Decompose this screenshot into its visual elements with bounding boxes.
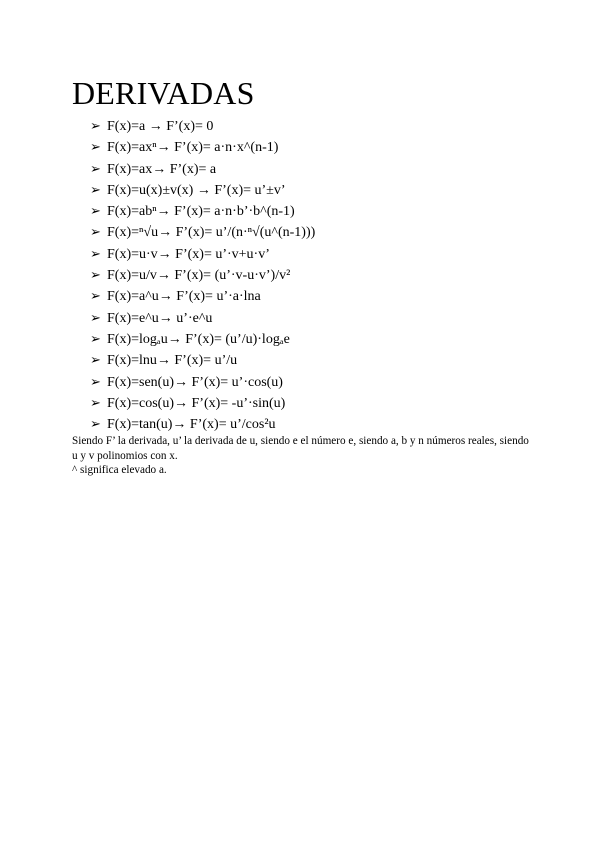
formula-text: F(x)=cos(u)→ F’(x)= -u’·sin(u) — [107, 395, 286, 411]
formula-item-4 — [90, 179, 315, 200]
arrow-bullet-icon: ➢ — [90, 267, 101, 283]
arrow-bullet-icon: ➢ — [90, 139, 101, 155]
formula-text: F(x)=ax→ F’(x)= a — [107, 161, 217, 177]
formula-item-1 — [90, 115, 315, 136]
arrow-bullet-icon: ➢ — [90, 118, 101, 133]
formula-item-6 — [90, 221, 315, 242]
arrow-bullet-icon: ➢ — [90, 288, 101, 304]
formula-item-11 — [90, 328, 315, 349]
formula-text: F(x)=u(x)±v(x) → F’(x)= u’±v’ — [107, 182, 286, 198]
arrow-bullet-icon: ➢ — [90, 309, 101, 325]
formula-text: F(x)=a → F’(x)= 0 — [107, 119, 214, 134]
formula-text: F(x)=u/v→ F’(x)= (u’·v-u·v’)/v² — [107, 268, 291, 284]
arrow-bullet-icon: ➢ — [90, 416, 101, 432]
note-definitions: Siendo F’ la derivada, u’ la derivada de u, siendo e el número e, siendo a, b y n números reales, siendo u y v polinomios con x. — [72, 435, 529, 462]
arrow-bullet-icon: ➢ — [90, 224, 101, 240]
arrow-bullet-icon: ➢ — [90, 203, 101, 219]
formula-item-12 — [90, 349, 315, 370]
formula-text: F(x)=u·v→ F’(x)= u’·v+u·v’ — [107, 246, 270, 262]
formula-text: F(x)=e^u→ u’·e^u — [107, 310, 213, 326]
formula-text: F(x)=axⁿ→ F’(x)= a·n·x^(n-1) — [107, 140, 279, 156]
formula-item-9 — [90, 285, 315, 306]
formula-text: F(x)=lnu→ F’(x)= u’/u — [107, 353, 238, 369]
formula-item-5 — [90, 200, 315, 221]
derivative-formula-list — [90, 115, 315, 434]
formula-text: F(x)=a^u→ F’(x)= u’·a·lna — [107, 289, 261, 305]
formula-item-8 — [90, 264, 315, 285]
arrow-bullet-icon: ➢ — [90, 181, 101, 197]
arrow-bullet-icon: ➢ — [90, 160, 101, 176]
arrow-bullet-icon: ➢ — [90, 373, 101, 389]
formula-text: F(x)=abⁿ→ F’(x)= a·n·b’·b^(n-1) — [107, 204, 295, 220]
formula-item-10 — [90, 307, 315, 328]
note-caret-meaning: ^ significa elevado a. — [72, 464, 167, 476]
formula-text: F(x)=tan(u)→ F’(x)= u’/cos²u — [107, 417, 276, 433]
formula-item-3 — [90, 158, 315, 179]
arrow-bullet-icon: ➢ — [90, 352, 101, 368]
arrow-bullet-icon: ➢ — [90, 245, 101, 261]
formula-item-13 — [90, 371, 315, 392]
formula-text: F(x)=ⁿ√u→ F’(x)= u’/(n·ⁿ√(u^(n-1))) — [107, 225, 316, 241]
arrow-bullet-icon: ➢ — [90, 394, 101, 410]
explanatory-note — [72, 434, 532, 478]
formula-item-2 — [90, 136, 315, 157]
arrow-bullet-icon: ➢ — [90, 330, 101, 346]
formula-text: F(x)=sen(u)→ F’(x)= u’·cos(u) — [107, 374, 283, 390]
formula-text: F(x)=logₐu→ F’(x)= (u’/u)·logₐe — [107, 331, 290, 347]
formula-item-7 — [90, 243, 315, 264]
formula-item-14 — [90, 392, 315, 413]
formula-item-15 — [90, 413, 315, 434]
page-title: DERIVADAS — [72, 75, 255, 111]
